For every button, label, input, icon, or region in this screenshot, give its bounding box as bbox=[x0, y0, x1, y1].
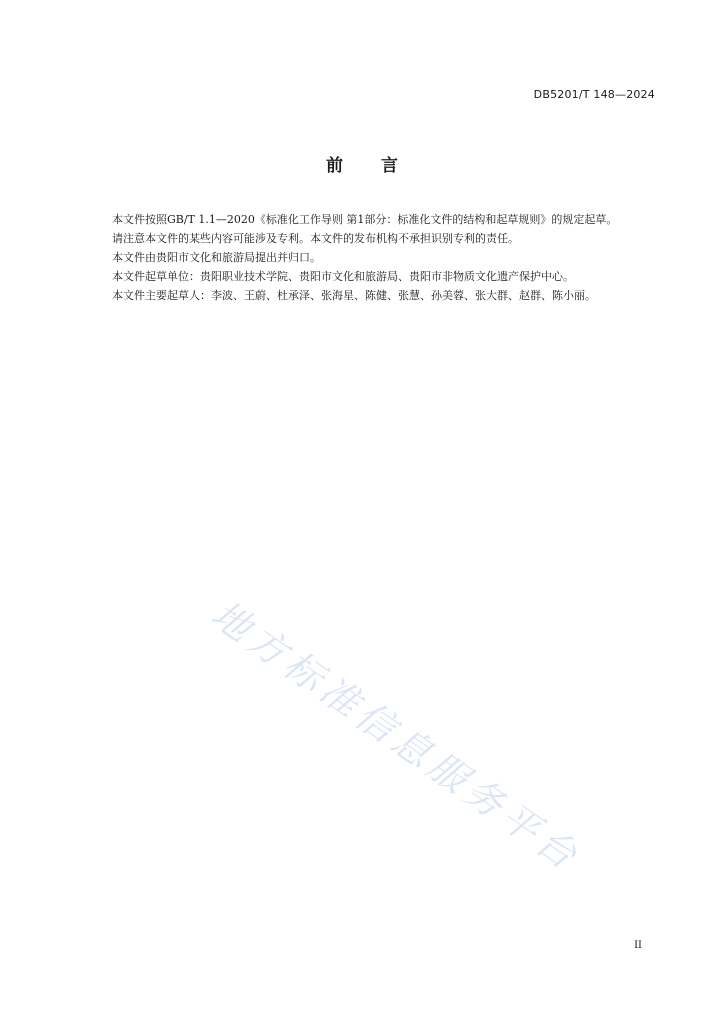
paragraph-drafters: 本文件主要起草人：李波、王蔚、杜承泽、张海星、陈健、张慧、孙美蓉、张大群、赵群、陈小丽。 bbox=[112, 289, 596, 302]
paragraph-patent-notice: 请注意本文件的某些内容可能涉及专利。本文件的发布机构不承担识别专利的责任。 bbox=[112, 232, 519, 245]
standard-code: DB5201/T 148—2024 bbox=[533, 88, 655, 101]
paragraph-proposer: 本文件由贵阳市文化和旅游局提出并归口。 bbox=[112, 251, 321, 264]
page-title: 前言 bbox=[326, 156, 436, 176]
document-body bbox=[86, 210, 658, 305]
paragraph-drafting-units: 本文件起草单位：贵阳职业技术学院、贵阳市文化和旅游局、贵阳市非物质文化遗产保护中心。 bbox=[112, 270, 574, 283]
paragraph-drafting-rules: 本文件按照GB/T 1.1—2020《标准化工作导则 第1部分：标准化文件的结构和起草规则》的规定起草。 bbox=[112, 213, 618, 226]
page-number: II bbox=[634, 940, 642, 951]
watermark: 地方标准信息服务平台 bbox=[203, 591, 590, 881]
